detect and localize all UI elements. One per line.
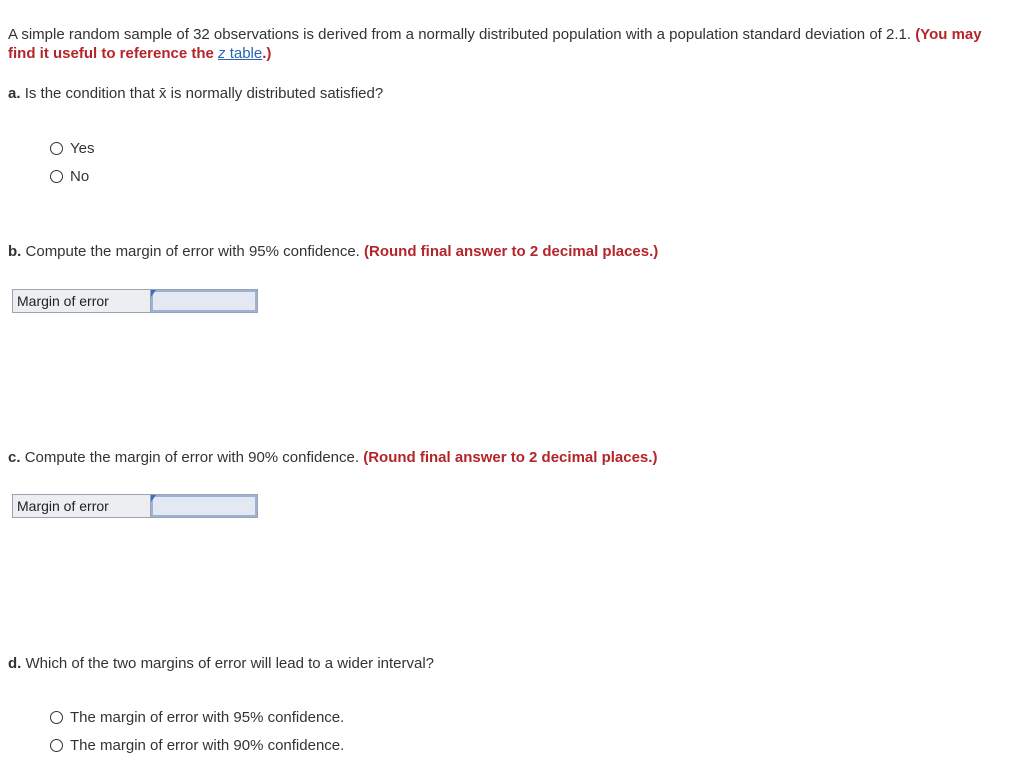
part-a-letter: a.	[8, 85, 21, 102]
part-c-question	[8, 448, 657, 467]
margin-of-error-90-row	[12, 494, 258, 518]
radio-button[interactable]	[50, 170, 63, 183]
part-d-question	[8, 654, 434, 673]
part-c-text: Compute the margin of error with 90% confidence.	[24, 449, 360, 466]
margin-of-error-label: Margin of error	[13, 495, 151, 517]
radio-button[interactable]	[50, 711, 63, 724]
radio-option-no[interactable]	[50, 168, 89, 185]
radio-label: No	[70, 168, 90, 185]
part-a-text: Is the condition that x̄ is normally distributed satisfied?	[24, 85, 384, 102]
part-d-text: Which of the two margins of error will lead to a wider interval?	[25, 655, 435, 672]
part-c-letter: c.	[8, 449, 21, 466]
z-table-link[interactable]: z table	[218, 45, 263, 62]
radio-label: The margin of error with 95% confidence.	[70, 709, 345, 726]
radio-button[interactable]	[50, 739, 63, 752]
radio-label: The margin of error with 90% confidence.	[70, 737, 345, 754]
part-b-question	[8, 242, 658, 261]
part-a-question	[8, 84, 383, 103]
problem-text: A simple random sample of 32 observations is derived from a normally distributed population with a population standard deviation of 2.1.	[8, 26, 912, 43]
input-flag-icon	[151, 290, 156, 297]
radio-button[interactable]	[50, 142, 63, 155]
margin-of-error-label: Margin of error	[13, 290, 151, 312]
part-c-instruction: (Round final answer to 2 decimal places.)	[363, 449, 658, 466]
margin-of-error-95-row	[12, 289, 258, 313]
radio-option-yes[interactable]	[50, 140, 94, 157]
radio-option-90[interactable]	[50, 737, 344, 754]
part-b-letter: b.	[8, 243, 22, 260]
input-flag-icon	[151, 495, 156, 502]
problem-statement	[8, 25, 1013, 63]
margin-of-error-90-input[interactable]	[151, 495, 257, 517]
hint-text: (You may find it useful to reference the z table.)	[8, 26, 982, 62]
part-b-text: Compute the margin of error with 95% confidence.	[25, 243, 360, 260]
radio-label: Yes	[70, 140, 95, 157]
radio-option-95[interactable]	[50, 709, 344, 726]
part-d-letter: d.	[8, 655, 22, 672]
margin-of-error-95-input[interactable]	[151, 290, 257, 312]
part-b-instruction: (Round final answer to 2 decimal places.)	[364, 243, 659, 260]
